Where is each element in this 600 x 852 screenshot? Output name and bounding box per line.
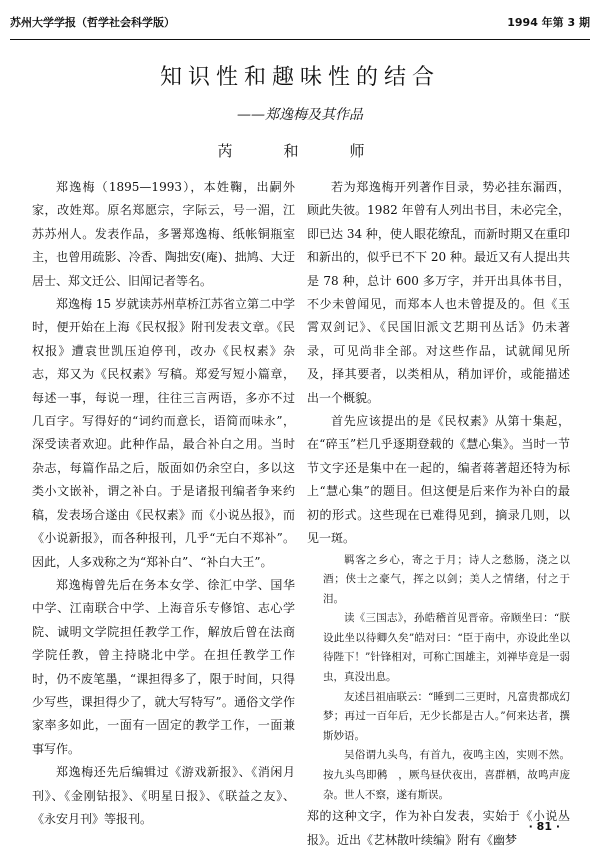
- excerpt-quote: 读《三国志》，孙皓稽首见晋帝。帝顾坐曰：“朕设此坐以待卿久矣”皓对曰：“臣于南中，亦设此坐以待陛下！”针锋相对，可称亡国雄主，刘禅毕竟是一弱虫，真没出息。: [323, 612, 570, 684]
- article-subtitle: ——郑逸梅及其作品: [237, 107, 363, 123]
- issue-label: 1994 年第 3 期: [507, 16, 590, 29]
- article-title: 知识性和趣味性的结合: [159, 65, 440, 90]
- excerpt-quote: 羁客之乡心，寄之于月；诗人之愁肠，浇之以酒；侠士之豪气，挥之以剑；美人之情绪，付之于泪。: [323, 553, 570, 605]
- paragraph: 郑逸梅（1895—1993），本姓鞠，出嗣外家，改姓郑。原名郑愿宗，字际云，号一湄，江苏苏州人。发表作品，多署郑逸梅、纸帐铜瓶室主，也曾用疏影、冷香、陶拙安(庵)、拙鸠、大迂居士、郑文迁公、旧闻记者等名。: [32, 180, 295, 288]
- left-column: [32, 176, 295, 831]
- paragraph: 郑逸梅 15 岁就读苏州草桥江苏省立第二中学时，便开始在上海《民权报》附刊发表文章。《民权报》遭袁世凯压迫停刊，改办《民权素》杂志，郑又为《民权素》写稿。郑爱写短小篇章，每述一事，每说一理，往往三言两语，多亦不过几百字。写得好的“词约而意长，语简而味永”，深受读者欢迎。此种作品，最合补白之用。当时杂志，每篇作品之后，版面如仍余空白，多以这类小文嵌补，谓之补白。于是诸报刊编者争来约稿，发表场合遂由《民权素》而《小说丛报》，而《小说新报》，而各种报刊，几乎“无白不郑补”。因此，人多戏称之为“郑补白”、“补白大王”。: [32, 297, 295, 569]
- right-column: [307, 176, 570, 852]
- excerpt-quote: 友述吕祖庙联云：“睡到二三更时，凡富贵都成幻梦；再过一百年后，无少长都是古人。”何来达者，撰斯妙语。: [323, 690, 570, 742]
- header-divider: [10, 39, 590, 40]
- page-number: · 81 ·: [528, 820, 560, 833]
- paragraph: 郑逸梅还先后编辑过《游戏新报》、《消闲月刊》、《金刚钻报》、《明星日报》、《联益之友》、《永安月刊》等报刊。: [32, 765, 295, 826]
- paragraph: 首先应该提出的是《民权素》从第十集起，在“碎玉”栏几乎逐期登载的《慧心集》。当时一节节文字还是集中在一起的，编者蒋著超还特为标上“慧心集”的题目。但这便是后来作为补白的最初的形式。这些现在已难得见到，摘录几则，以见一斑。: [307, 414, 570, 546]
- paragraph: 郑逸梅曾先后在务本女学、徐汇中学、国华中学、江南联合中学、上海音乐专修馆、志心学院、诚明文学院担任教学工作，解放后曾在法商学院任教，曾主持晓北中学。在担任教学工作时，仍不废笔墨，“课担得多了，限于时间，只得少写些，课担得少了，就大写特写”。通俗文学作家率多如此，一面有一固定的教学工作，一面兼事写作。: [32, 577, 295, 756]
- journal-name: 苏州大学学报（哲学社会科学版）: [10, 16, 175, 29]
- running-header: [10, 14, 590, 32]
- excerpt-quote: 吴俗谓九头鸟，有首九，夜鸣主凶，实则不然。按九头鸟即鸺 ，厥鸟昼伏夜出，喜群栖，故鸣声庞杂。世人不察，遂有斯误。: [323, 749, 570, 801]
- paragraph-continued: 郑的这种文字，作为补白发表，实始于《小说丛报》。近出《艺林散叶续编》附有《幽梦: [307, 809, 570, 847]
- article-author: 芮 和 师: [217, 142, 383, 160]
- paragraph: 若为郑逸梅开列著作目录，势必挂东漏西，顾此失彼。1982 年曾有人列出书目，未必完全，即已达 34 种，使人眼花缭乱，而新时期又在重印和新出的，似乎已不下 20 种。最近又有人提出共是 78 种，总计 600 多万字，并开出具体书目，不少未曾闻见，而郑本人也未曾提及的。但《玉霄双剑记》、《民国旧派文艺期刊丛话》仍未著录，可见尚非全部。对这些作品，试就闻见所及，择其要者，以类相从，稍加评价，或能描述出一个概貌。: [307, 180, 570, 405]
